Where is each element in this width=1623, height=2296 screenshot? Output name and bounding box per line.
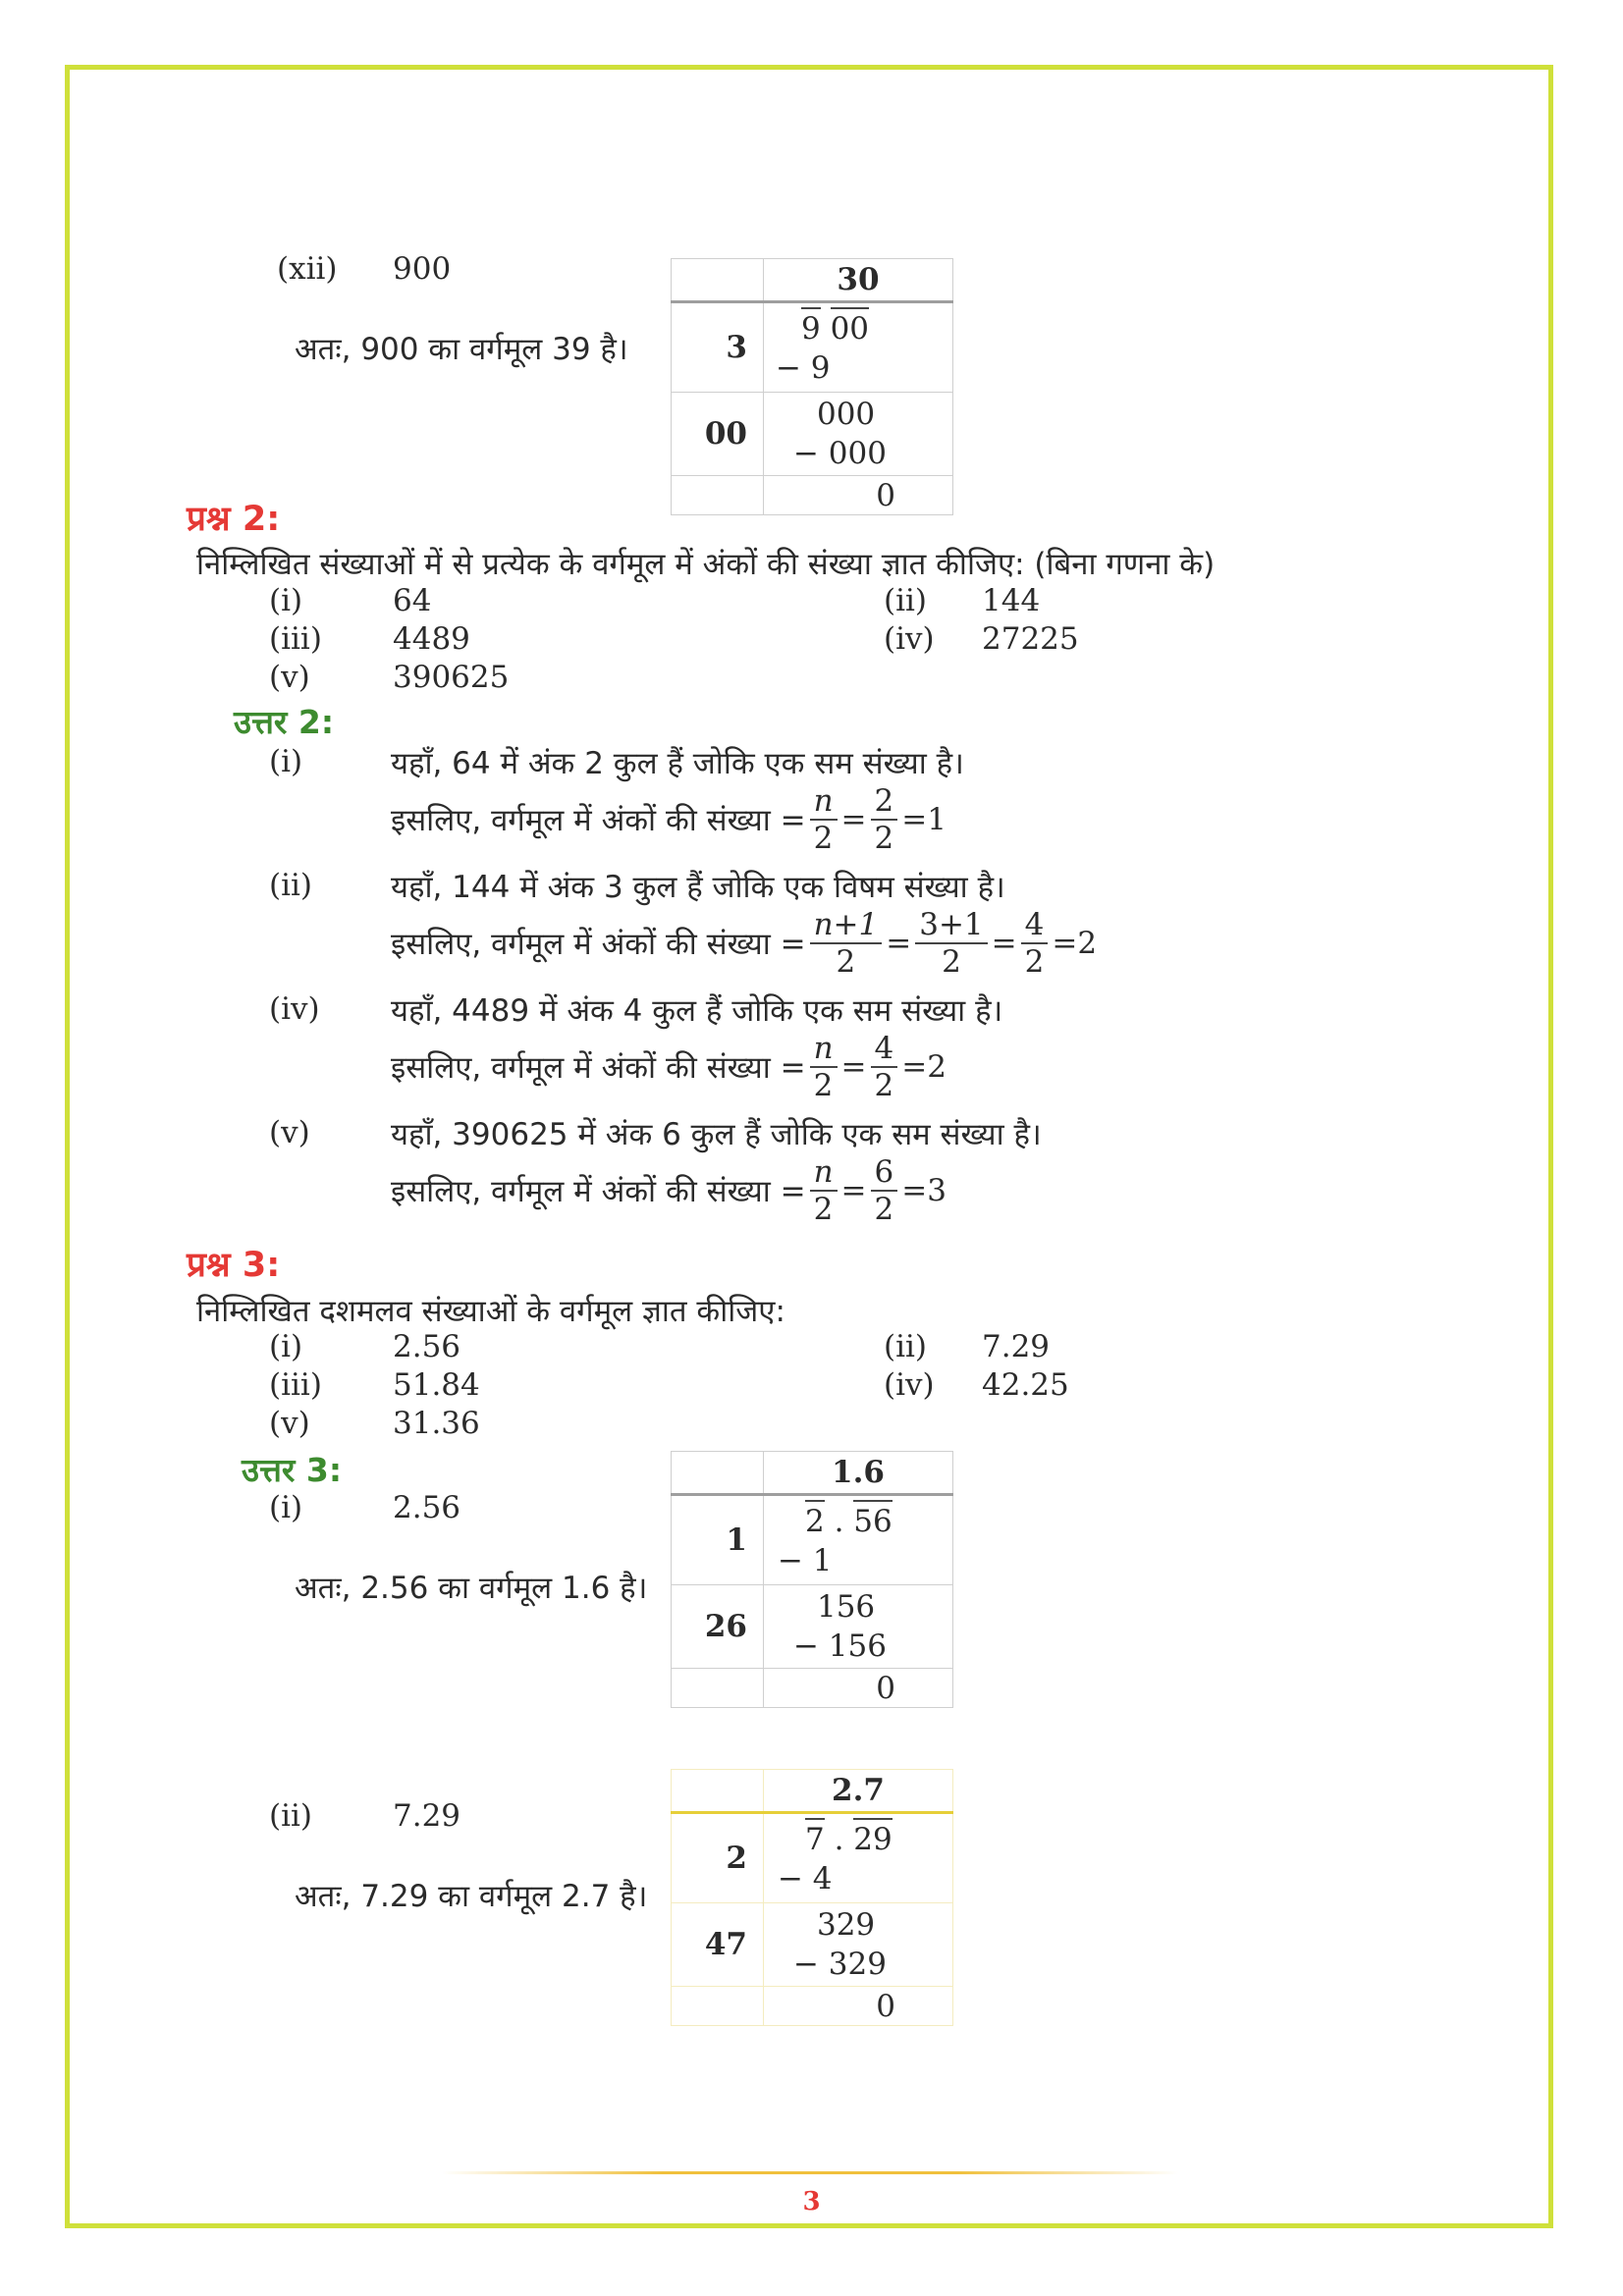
- q1-remainder: 0: [763, 476, 952, 515]
- q3-part1-conclusion: अतः, 2.56 का वर्गमूल 1.6 है।: [295, 1571, 648, 1606]
- q3-part2-label: (ii): [269, 1798, 313, 1834]
- q1-subtract-2: − 000: [792, 436, 887, 471]
- q3-item-label: (i): [269, 1329, 303, 1364]
- q3-item-label: (ii): [884, 1329, 928, 1364]
- q2-item-value: 144: [982, 583, 1041, 618]
- q3-item-value: 42.25: [982, 1367, 1069, 1403]
- q3-part2-quotient: 2.7: [763, 1770, 952, 1813]
- q3-statement: निम्लिखित दशमलव संख्याओं के वर्गमूल ज्ञात कीजिए:: [196, 1294, 785, 1329]
- q3-item-label: (iii): [269, 1367, 322, 1403]
- a2-line: यहाँ, 144 में अंक 3 कुल हैं जोकि एक विषम संख्या है।: [391, 870, 1005, 905]
- q3-part1-label: (i): [269, 1490, 303, 1525]
- a2-formula: इसलिए, वर्गमूल में अंकों की संख्या = $\frac{n}{2}$ = $\frac{6}{2}$ =3: [391, 1154, 947, 1227]
- q3-item-label: (iv): [884, 1367, 935, 1403]
- a2-label: (i): [269, 744, 303, 779]
- q3-item-value: 51.84: [393, 1367, 480, 1403]
- q2-item-label: (iii): [269, 621, 322, 657]
- q2-item-label: (i): [269, 583, 303, 618]
- a2-label: (ii): [269, 868, 313, 903]
- q1-conclusion: अतः, 900 का वर्गमूल 39 है।: [295, 332, 628, 367]
- q3-part2-divisor-1: 2: [672, 1813, 764, 1903]
- q1-divisor-1: 3: [672, 302, 764, 393]
- q2-item-value: 27225: [982, 621, 1079, 657]
- a2-line: यहाँ, 4489 में अंक 4 कुल हैं जोकि एक सम संख्या है।: [391, 993, 1003, 1029]
- q2-statement: निम्लिखित संख्याओं में से प्रत्येक के वर्गमूल में अंकों की संख्या ज्ञात कीजिए: (बिना गणना के): [196, 547, 1216, 582]
- q3-part2-divisor-2: 47: [672, 1903, 764, 1987]
- q3-item-label: (v): [269, 1406, 310, 1441]
- q3-part1-remainder: 0: [763, 1669, 952, 1708]
- q3-part2-conclusion: अतः, 7.29 का वर्गमूल 2.7 है।: [295, 1879, 648, 1914]
- q3-part1-divisor-1: 1: [672, 1495, 764, 1585]
- q2-item-label: (ii): [884, 583, 928, 618]
- q3-part1-quotient: 1.6: [763, 1452, 952, 1495]
- q3-part2-subtract-2: − 329: [792, 1947, 887, 1982]
- q1-row2: 000: [816, 397, 876, 432]
- q2-answer-heading: उत्तर 2:: [234, 703, 335, 741]
- footer-divider: [442, 2171, 1178, 2174]
- q3-heading: प्रश्न 3:: [187, 1246, 281, 1285]
- q1-divisor-2: 00: [672, 393, 764, 476]
- q3-part1-number: 2.56: [393, 1490, 461, 1525]
- q2-item-value: 390625: [393, 660, 510, 695]
- q3-part2-number: 7.29: [393, 1798, 461, 1834]
- q1-dividend-b: 00: [831, 307, 869, 347]
- q1-subtract-1: − 9: [775, 350, 831, 386]
- a2-formula: इसलिए, वर्गमूल में अंकों की संख्या = $\frac{n+1}{2}$ = 3+1 2 = $\frac{4}{2}$ =2: [391, 907, 1098, 980]
- q3-part1-subtract-1: − 1: [777, 1543, 833, 1578]
- a2-label: (iv): [269, 991, 320, 1027]
- q3-item-value: 31.36: [393, 1406, 480, 1441]
- q2-item-value: 4489: [393, 621, 470, 657]
- q3-item-value: 2.56: [393, 1329, 461, 1364]
- q2-item-value: 64: [393, 583, 432, 618]
- a2-line: यहाँ, 64 में अंक 2 कुल हैं जोकि एक सम संख्या है।: [391, 746, 964, 781]
- a2-formula: इसलिए, वर्गमूल में अंकों की संख्या = $\frac{n}{2}$ = $\frac{4}{2}$ =2: [391, 1031, 947, 1103]
- q3-part1-subtract-2: − 156: [792, 1629, 887, 1664]
- q1-dividend-a: 9: [801, 307, 821, 347]
- a2-formula: इसलिए, वर्गमूल में अंकों की संख्या = $\frac{n}{2}$ = $\frac{2}{2}$ =1: [391, 783, 947, 856]
- q2-heading: प्रश्न 2:: [187, 500, 281, 539]
- q3-part1-divisor-2: 26: [672, 1585, 764, 1669]
- q1-division-table: [671, 258, 953, 515]
- q1-quotient: 30: [763, 259, 952, 302]
- q2-item-label: (iv): [884, 621, 935, 657]
- q3-part2-subtract-1: − 4: [777, 1861, 833, 1896]
- a2-line: यहाँ, 390625 में अंक 6 कुल हैं जोकि एक सम संख्या है।: [391, 1117, 1042, 1152]
- a2-label: (v): [269, 1115, 310, 1150]
- q3-part2-division-table: 2.7 2 7 . 29 − 4 47 329 − 329 0: [671, 1769, 953, 2026]
- page-number: 3: [802, 2187, 821, 2216]
- q1-number: 900: [393, 251, 452, 287]
- q3-part1-division-table: 1.6 1 2 . 56 − 1 26 156 − 156 0: [671, 1451, 953, 1708]
- q1-part-label: (xii): [277, 251, 338, 287]
- q2-item-label: (v): [269, 660, 310, 695]
- q3-item-value: 7.29: [982, 1329, 1051, 1364]
- q3-part2-remainder: 0: [763, 1987, 952, 2026]
- q3-answer-heading: उत्तर 3:: [242, 1451, 343, 1489]
